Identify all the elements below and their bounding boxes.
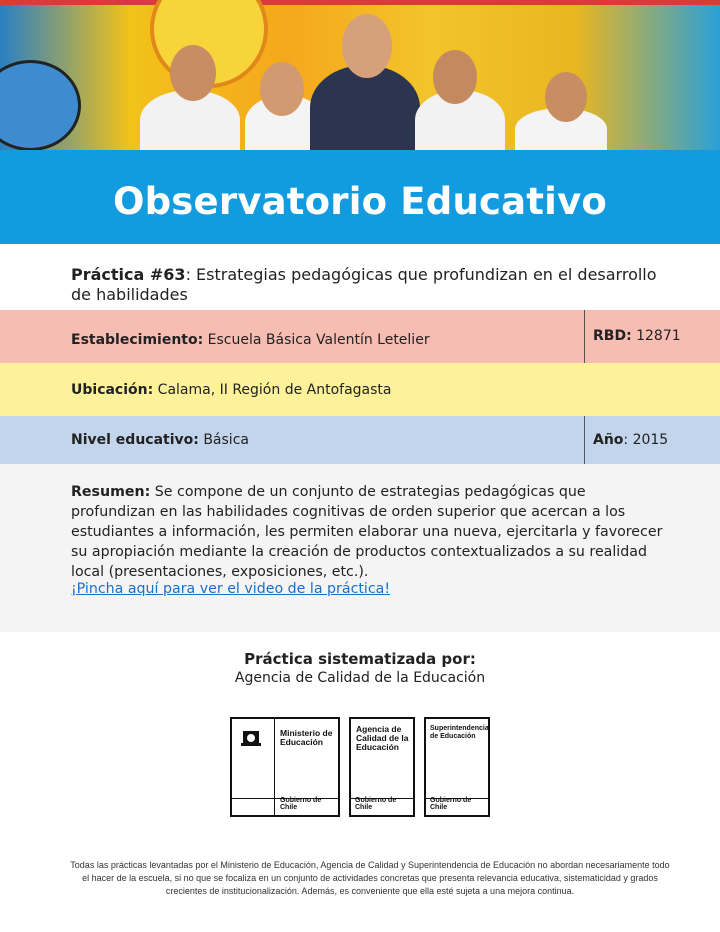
title-banner xyxy=(0,150,720,244)
hero-photo xyxy=(0,0,720,150)
footer-disclaimer: Todas las prácticas levantadas por el Ministerio de Educación, Agencia de Calidad y Superintendencia de Educación no abordan necesariamente todo el hacer de la escuela, si no que se focaliza en un conjunto de actividades concretas que presenta relevancia educativa, sistematicidad y grados crecientes de institucionalización. Además, es conveniente que ella esté sujeta a una mejora continua. xyxy=(70,860,670,896)
practice-description: : Estrategias pedagógicas que profundizan en el desarrollo de habilidades xyxy=(71,265,657,304)
agency-name: Agencia de Calidad de la Educación xyxy=(356,724,409,752)
student-head xyxy=(260,62,304,116)
year-value: : 2015 xyxy=(623,432,669,448)
summary-text xyxy=(71,482,667,582)
page-title: Observatorio Educativo xyxy=(112,180,608,223)
year-label: Año xyxy=(593,432,624,448)
location-row xyxy=(0,363,720,416)
student-head xyxy=(170,45,216,101)
rbd-label: RBD: xyxy=(593,328,632,344)
video-link[interactable]: ¡Pincha aquí para ver el video de la práctica! xyxy=(71,581,391,597)
location-value: Calama, II Región de Antofagasta xyxy=(153,382,392,398)
establishment-cell xyxy=(71,332,430,348)
establishment-label: Establecimiento: xyxy=(71,332,204,348)
systematized-agency: Agencia de Calidad de la Educación xyxy=(234,670,486,686)
year-cell xyxy=(593,432,668,448)
superintendency-gov: Gobierno de Chile xyxy=(430,797,472,811)
student-head xyxy=(433,50,477,104)
level-label: Nivel educativo: xyxy=(71,432,199,448)
location-cell xyxy=(71,382,392,398)
summary-label: Resumen: xyxy=(71,484,151,500)
teacher-head xyxy=(342,14,392,78)
student-head xyxy=(545,72,587,122)
systematized-title: Práctica sistematizada por: xyxy=(244,650,476,668)
column-divider xyxy=(584,310,585,363)
level-row xyxy=(0,416,720,464)
location-label: Ubicación: xyxy=(71,382,154,398)
rbd-value: 12871 xyxy=(631,328,681,344)
summary-body: Se compone de un conjunto de estrategias pedagógicas que profundizan en las habilidades cognitivas de orden superior que acercan a los estudiantes a información, les permiten elaborar una nueva, ejercitarla y favorecer su apropiación mediante la creación de productos contextualizados a su realidad local (presentaciones, exposiciones, etc.). xyxy=(71,484,663,580)
establishment-value: Escuela Básica Valentín Letelier xyxy=(203,332,430,348)
column-divider xyxy=(584,416,585,464)
level-cell xyxy=(71,432,249,448)
ministry-name: Ministerio de Educación xyxy=(280,728,333,747)
summary-section xyxy=(0,464,720,632)
level-value: Básica xyxy=(198,432,249,448)
logo-vertical-rule xyxy=(274,719,275,815)
ministry-logo xyxy=(230,717,340,817)
superintendency-name: Superintendencia de Educación xyxy=(430,725,489,740)
superintendency-logo xyxy=(424,717,490,817)
agency-logo xyxy=(349,717,415,817)
ministry-gov: Gobierno de Chile xyxy=(280,797,322,811)
mural-character xyxy=(0,60,81,150)
practice-title xyxy=(71,265,661,305)
hero-top-stripe xyxy=(0,0,720,5)
practice-number: Práctica #63 xyxy=(71,265,186,284)
agency-gov: Gobierno de Chile xyxy=(355,797,397,811)
coat-of-arms-icon xyxy=(240,727,262,749)
establishment-row xyxy=(0,310,720,363)
rbd-cell xyxy=(593,328,681,344)
